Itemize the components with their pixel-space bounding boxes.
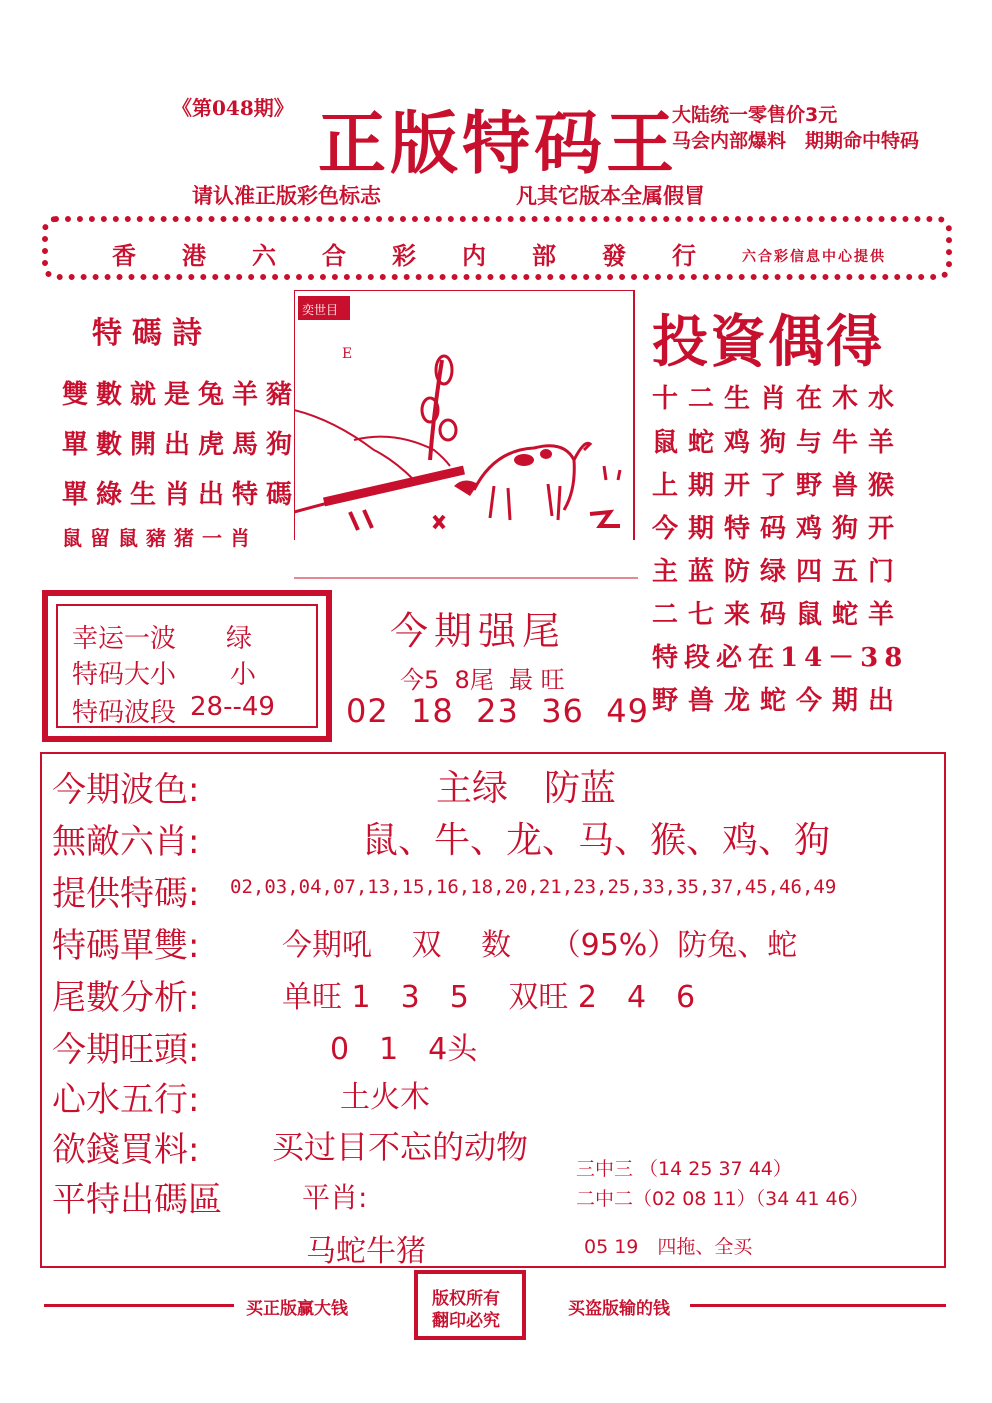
invest-line-4: 今期特码鸡狗开 — [652, 514, 905, 544]
five-elements-value: 土火木 — [340, 1080, 430, 1115]
tagline-text: 马会内部爆料 期期命中特码 — [672, 130, 920, 152]
svg-text:奕世目: 奕世目 — [302, 303, 339, 317]
invest-line-6: 二七来码鼠蛇羊 — [652, 600, 905, 630]
head-label: 今期旺頭: — [52, 1030, 200, 1070]
flat-zone-label: 平特出碼區 — [52, 1180, 222, 1220]
codes-label: 提供特碼: — [52, 874, 200, 914]
poem-line-3: 單綠生肖出特碼 — [62, 480, 301, 510]
tail-title: 今期强尾 — [390, 609, 567, 653]
invest-line-1: 十二生肖在木水 — [652, 384, 905, 414]
combo-drag: 05 19 四拖、全买 — [584, 1236, 753, 1258]
head-value: 0 1 4头 — [330, 1032, 478, 1067]
footer-line-right — [690, 1304, 946, 1307]
combo-two: 二中二（02 08 11）（34 41 46） — [576, 1188, 869, 1210]
invest-line-5: 主蓝防绿四五门 — [652, 557, 905, 587]
five-elements-label: 心水五行: — [52, 1080, 200, 1120]
invest-line-2: 鼠蛇鸡狗与牛羊 — [652, 428, 905, 458]
odd-even-value: 今期吼 双 数 （95%）防兔、蛇 — [282, 928, 798, 963]
luck-range-label: 特码波段 — [72, 698, 177, 728]
invest-title: 投資偶得 — [652, 309, 884, 375]
tail-numbers: 02 18 23 36 49 — [346, 692, 649, 730]
luck-range-value: 28--49 — [190, 692, 275, 722]
poem-line-1: 雙數就是兔羊豬 — [62, 380, 301, 410]
color-value: 主绿 防蓝 — [436, 768, 617, 809]
combo-three: 三中三 （14 25 37 44） — [576, 1158, 792, 1180]
svg-text:E: E — [342, 346, 353, 362]
notice-right: 凡其它版本全属假冒 — [516, 184, 705, 208]
publisher-text: 香港六合彩内部發行 — [112, 241, 742, 270]
invest-line-8: 野兽龙蛇今期出 — [652, 686, 905, 716]
flat-zodiac-value: 马蛇牛猪 — [306, 1234, 426, 1269]
luck-size-label: 特码大小 — [72, 660, 177, 690]
tail-analysis-label: 尾數分析: — [52, 978, 200, 1018]
footer-line-left — [44, 1304, 234, 1307]
invest-line-3: 上期开了野兽猴 — [652, 471, 905, 501]
footer-right-text: 买盗版输的钱 — [568, 1299, 670, 1319]
tail-analysis-value: 单旺 1 3 5 双旺 2 4 6 — [282, 980, 696, 1015]
tail-sub: 今5 8尾 最 旺 — [400, 666, 565, 694]
invest-line-7: 特段必在14－38 — [652, 643, 909, 673]
luck-wave-value: 绿 — [226, 624, 253, 654]
copyright-line-2: 翻印必究 — [432, 1311, 500, 1331]
odd-even-label: 特碼單雙: — [52, 926, 200, 966]
copyright-line-1: 版权所有 — [432, 1289, 500, 1309]
buy-info-label: 欲錢買料: — [52, 1130, 200, 1170]
page-title: 正版特码王 — [318, 104, 679, 184]
footer-left-text: 买正版赢大钱 — [246, 1299, 348, 1319]
poem-line-4: 鼠留鼠豬猪一肖 — [62, 526, 258, 550]
luck-size-value: 小 — [230, 660, 257, 690]
poem-title: 特碼詩 — [92, 316, 212, 351]
color-label: 今期波色: — [52, 770, 200, 810]
six-zodiac-label: 無敵六肖: — [52, 822, 200, 862]
riddle-picture — [294, 290, 638, 580]
six-zodiac-value: 鼠、牛、龙、马、猴、鸡、狗 — [362, 820, 831, 861]
issue-number: 《第048期》 — [172, 96, 294, 120]
luck-wave-label: 幸运一波 — [72, 624, 177, 654]
flat-zodiac-label: 平肖: — [302, 1181, 368, 1214]
dog-plant-illustration — [294, 290, 638, 580]
poem-line-2: 單數開出虎馬狗 — [62, 430, 301, 460]
provider-text: 六合彩信息中心提供 — [742, 249, 886, 265]
notice-left: 请认准正版彩色标志 — [192, 184, 381, 208]
buy-info-value: 买过目不忘的动物 — [272, 1128, 529, 1166]
price-text: 大陆统一零售价3元 — [672, 104, 838, 126]
codes-value: 02,03,04,07,13,15,16,18,20,21,23,25,33,35,37,45,46,49 — [230, 876, 837, 898]
